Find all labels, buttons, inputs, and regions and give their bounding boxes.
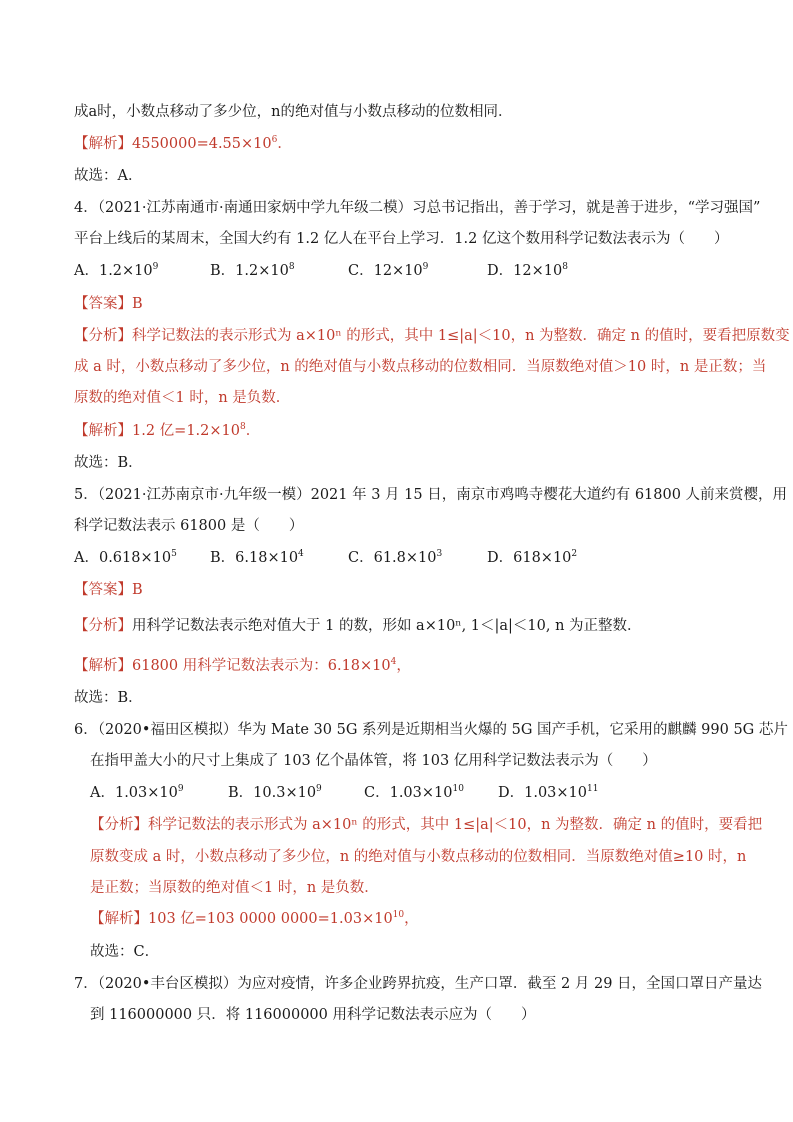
q6-option-d: D．$1.03\times 10^{11}$ — [498, 784, 599, 801]
q5-analysis: 【分析】用科学记数法表示绝对值大于 1 的数，形如 a×10ⁿ, 1＜|a|＜10, n 为正整数． — [74, 618, 642, 634]
prev-solution: 【解析】$4550000=4.55\times 10^6$． — [74, 135, 292, 152]
q5-choice: 故选：B． — [74, 690, 143, 706]
q5-option-b: B．$6.18\times 10^4$ — [210, 549, 304, 566]
q4-solution: 【解析】1.2 亿$=1.2\times 10^8$． — [74, 422, 261, 439]
q6-analysis-line2: 原数变成 a 时，小数点移动了多少位，n 的绝对值与小数点移动的位数相同．当原数绝对值≥10 时，n — [90, 849, 747, 865]
q4-option-d: D．$12\times 10^8$ — [487, 262, 568, 279]
q6-analysis-line1: 【分析】科学记数法的表示形式为 a×10ⁿ 的形式，其中 1≤|a|＜10，n 为整数．确定 n 的值时，要看把 — [90, 817, 763, 833]
q4-analysis-line3: 原数的绝对值＜1 时，n 是负数． — [74, 390, 291, 406]
q5-stem-line2: 科学记数法表示 61800 是（ ） — [74, 518, 304, 534]
q6-solution: 【解析】103 亿=103 0000 $0000=1.03\times 10^{10}$， — [90, 910, 419, 927]
q5-answer: 【答案】B — [74, 582, 143, 598]
q6-option-c: C．$1.03\times 10^{10}$ — [364, 784, 464, 801]
q4-stem-line2: 平台上线后的某周末，全国大约有 1.2 亿人在平台上学习．1.2 亿这个数用科学记数法表示为（ ） — [74, 231, 729, 247]
q5-option-d: D．$618\times 10^2$ — [487, 549, 578, 566]
q6-option-a: A．$1.03\times 10^9$ — [90, 784, 184, 801]
q7-stem-line2: 到 116000000 只．将 116000000 用科学记数法表示应为（ ） — [90, 1007, 536, 1023]
q6-option-b: B．$10.3\times 10^9$ — [228, 784, 322, 801]
prev-choice: 故选：A． — [74, 168, 143, 184]
q5-stem-line1: 5．（2021·江苏南京市·九年级一模）2021 年 3 月 15 日，南京市鸡鸣寺樱花大道约有 61800 人前来赏樱，用 — [74, 487, 788, 503]
q6-stem-line1: 6．（2020•福田区模拟）华为 Mate 30 5G 系列是近期相当火爆的 5G 国产手机，它采用的麒麟 990 5G 芯片 — [74, 722, 788, 738]
q4-answer: 【答案】B — [74, 296, 143, 312]
q4-option-c: C．$12\times 10^9$ — [348, 262, 429, 279]
q4-analysis-line2: 成 a 时，小数点移动了多少位，n 的绝对值与小数点移动的位数相同．当原数绝对值＞10 时，n 是正数；当 — [74, 359, 767, 375]
q5-solution: 【解析】61800 用科学记数法表示为：$6.18\times 10^4$， — [74, 657, 411, 674]
q4-option-b: B．$1.2\times 10^8$ — [210, 262, 295, 279]
q5-option-c: C．$61.8\times 10^3$ — [348, 549, 443, 566]
q4-option-a: A．$1.2\times 10^9$ — [74, 262, 159, 279]
q4-stem-line1: 4．（2021·江苏南通市·南通田家炳中学九年级二模）习总书记指出，善于学习，就是善于进步，“学习强国” — [74, 200, 761, 216]
q6-stem-line2: 在指甲盖大小的尺寸上集成了 103 亿个晶体管，将 103 亿用科学记数法表示为（ ） — [90, 753, 657, 769]
q4-choice: 故选：B． — [74, 455, 143, 471]
q5-option-a: A．$0.618\times 10^5$ — [74, 549, 177, 566]
q6-analysis-line3: 是正数；当原数的绝对值＜1 时，n 是负数． — [90, 880, 379, 896]
prev-analysis-tail: 成a时，小数点移动了多少位，n的绝对值与小数点移动的位数相同． — [74, 104, 513, 120]
q4-analysis-line1: 【分析】科学记数法的表示形式为 a×10ⁿ 的形式，其中 1≤|a|＜10，n 为整数．确定 n 的值时，要看把原数变 — [74, 328, 790, 344]
q6-choice: 故选：C． — [90, 944, 160, 960]
q7-stem-line1: 7．（2020•丰台区模拟）为应对疫情，许多企业跨界抗疫，生产口罩．截至 2 月 29 日，全国口罩日产量达 — [74, 976, 763, 992]
